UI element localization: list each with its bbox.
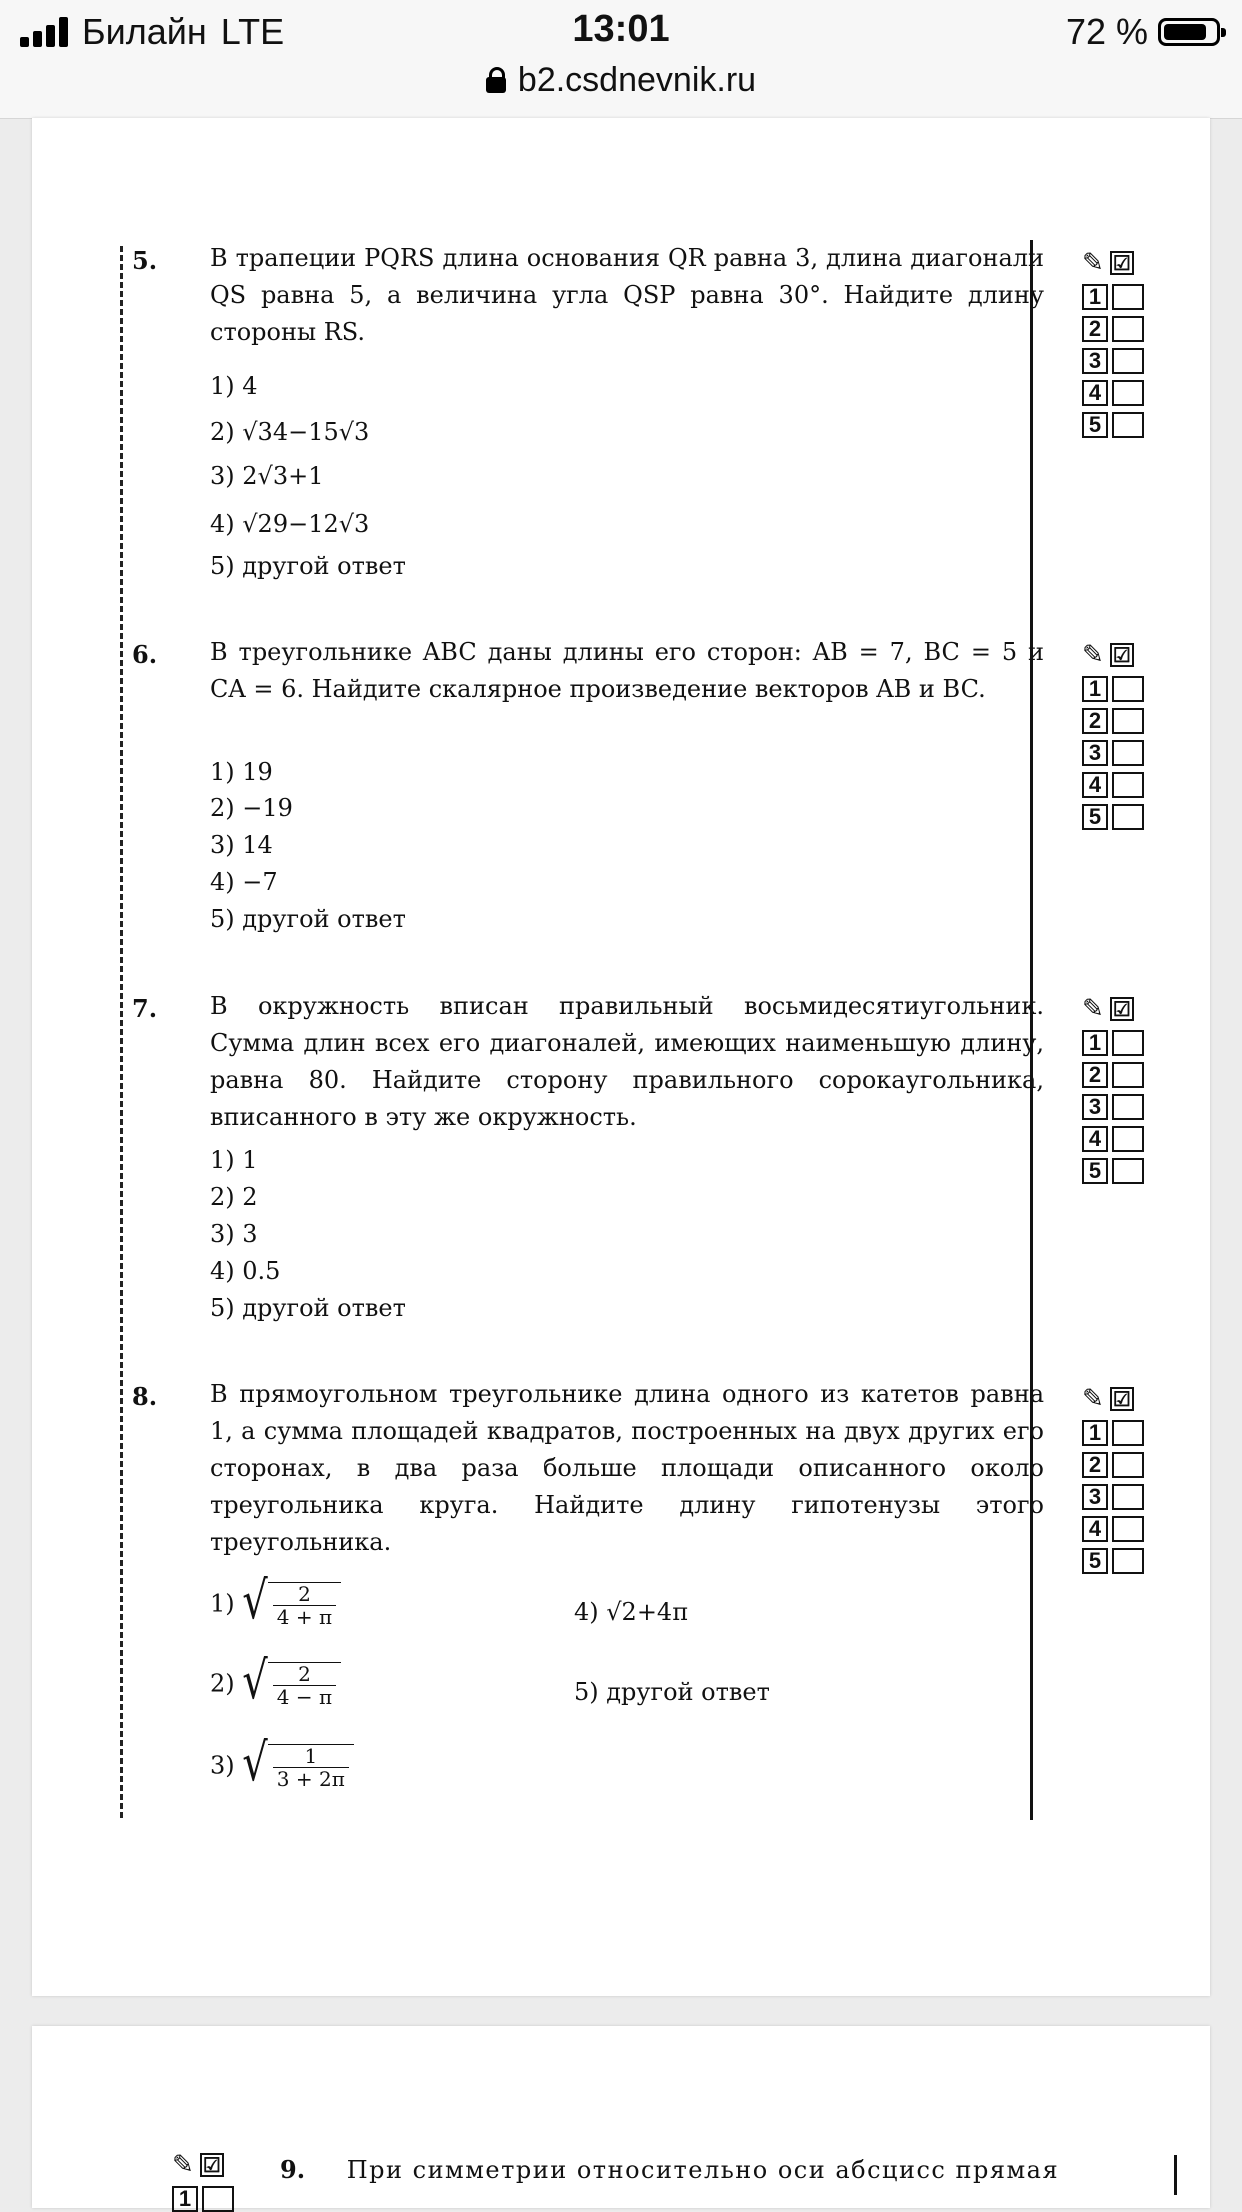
answer-checkbox[interactable] — [1112, 708, 1144, 734]
answer-checkbox[interactable] — [1112, 380, 1144, 406]
answer-checkbox[interactable] — [1112, 1126, 1144, 1152]
answer-option: 5) другой ответ — [210, 1294, 406, 1322]
box-number: 5 — [1082, 412, 1108, 438]
box-number: 3 — [1082, 1484, 1108, 1510]
task-9 — [280, 2155, 1059, 2184]
task-number: 8. — [132, 1382, 158, 1411]
pen-icon: ✎ — [1082, 248, 1104, 278]
task-number: 7. — [132, 994, 158, 1023]
answer-checkbox[interactable] — [1112, 1030, 1144, 1056]
sqrt-expression: √ $\frac{1}{3 + 2\pi}$ — [242, 1744, 354, 1790]
box-number: 5 — [1082, 804, 1108, 830]
check-icon: ☑ — [1110, 643, 1134, 667]
box-number: 1 — [1082, 284, 1108, 310]
check-icon: ☑ — [1110, 997, 1134, 1021]
answer-checkbox[interactable] — [1112, 772, 1144, 798]
task-text: В трапеции PQRS длина основания QR равна 3, длина диагонали QS равна 5, а величина угла QSP равна 30°. Найдите длину стороны RS. — [210, 244, 1044, 346]
answer-checkbox[interactable] — [1112, 1094, 1144, 1120]
pen-icon: ✎ — [1082, 640, 1104, 670]
cut-line — [120, 246, 123, 1818]
answer-checkbox[interactable] — [1112, 740, 1144, 766]
sqrt-expression: √ $\frac{2}{4 + \pi}$ — [242, 1582, 341, 1628]
denominator: 3 + 2π — [276, 1767, 345, 1791]
answer-checkbox[interactable] — [1112, 676, 1144, 702]
answer-boxes-5 — [1082, 248, 1152, 438]
answer-option: 1) 4 — [210, 372, 258, 400]
numerator: 1 — [273, 1745, 349, 1768]
box-number: 3 — [1082, 348, 1108, 374]
box-number: 2 — [1082, 1452, 1108, 1478]
task-text: В треугольнике ABC даны длины его сторон: AB = 7, BC = 5 и CA = 6. Найдите скалярное произведение векторов AB и BC. — [210, 638, 1044, 703]
network-type: LTE — [220, 11, 285, 52]
pen-icon: ✎ — [1082, 994, 1104, 1024]
task-number: 6. — [132, 640, 158, 669]
answer-option: 3) 3 — [210, 1220, 258, 1248]
status-right — [1066, 10, 1220, 54]
answer-option — [210, 1571, 341, 1631]
answer-checkbox[interactable] — [1112, 316, 1144, 342]
answer-checkbox[interactable] — [1112, 1062, 1144, 1088]
clock: 13:01 — [572, 8, 670, 50]
box-number: 3 — [1082, 1094, 1108, 1120]
box-number: 5 — [1082, 1548, 1108, 1574]
box-number: 1 — [1082, 1420, 1108, 1446]
answer-option: 3) 14 — [210, 831, 273, 859]
answer-option: 2) √34−15√3 — [210, 418, 370, 446]
answer-option: 4) −7 — [210, 868, 278, 896]
answer-boxes-9 — [172, 2150, 234, 2212]
answer-checkbox[interactable] — [1112, 1420, 1144, 1446]
battery-icon — [1158, 18, 1220, 46]
task-text: В прямоугольном треугольнике длина одного из катетов равна 1, а сумма площадей квадратов, построенных на двух других его сторонах, в два раза больше площади описанного около треугольника круга. Найдите длину гипотенузы этого треугольника. — [210, 1380, 1044, 1556]
numerator: 2 — [273, 1583, 336, 1606]
answer-option: 4) 0.5 — [210, 1257, 281, 1285]
numerator: 2 — [273, 1663, 336, 1686]
answer-option: 4) √2+4π — [574, 1598, 688, 1626]
answer-label: 1) — [210, 1589, 235, 1618]
answer-option: 5) другой ответ — [210, 552, 406, 580]
check-icon: ☑ — [1110, 251, 1134, 275]
answer-option: 3) 2√3+1 — [210, 462, 324, 490]
answer-option: 1) 19 — [210, 758, 273, 786]
answer-checkbox[interactable] — [1112, 284, 1144, 310]
box-number: 3 — [1082, 740, 1108, 766]
box-number: 1 — [172, 2186, 198, 2212]
pen-icon: ✎ — [172, 2150, 194, 2180]
answer-option — [210, 1651, 341, 1711]
answer-checkbox[interactable] — [1112, 412, 1144, 438]
answer-option: 1) 1 — [210, 1146, 258, 1174]
check-icon: ☑ — [200, 2153, 224, 2177]
box-number: 2 — [1082, 1062, 1108, 1088]
check-icon: ☑ — [1110, 1387, 1134, 1411]
document-page-1 — [32, 118, 1210, 1996]
battery-percent: 72 % — [1065, 11, 1148, 52]
url-bar[interactable] — [0, 58, 1242, 102]
box-number: 4 — [1082, 772, 1108, 798]
box-number: 4 — [1082, 1516, 1108, 1542]
box-number: 2 — [1082, 316, 1108, 342]
answer-checkbox[interactable] — [1112, 348, 1144, 374]
answer-checkbox[interactable] — [1112, 1484, 1144, 1510]
denominator: 4 − π — [276, 1685, 333, 1709]
answer-column-divider — [1174, 2155, 1177, 2195]
answer-checkbox[interactable] — [1112, 1548, 1144, 1574]
box-number: 2 — [1082, 708, 1108, 734]
answer-checkbox[interactable] — [1112, 804, 1144, 830]
task-text: При симметрии относительно оси абсцисс прямая — [346, 2156, 1060, 2184]
answer-boxes-7 — [1082, 994, 1152, 1184]
box-number: 5 — [1082, 1158, 1108, 1184]
answer-option: 2) 2 — [210, 1183, 258, 1211]
answer-label: 2) — [210, 1669, 235, 1698]
answer-checkbox[interactable] — [1112, 1516, 1144, 1542]
box-number: 4 — [1082, 380, 1108, 406]
answer-option — [210, 1733, 354, 1793]
answer-checkbox[interactable] — [1112, 1158, 1144, 1184]
task-number: 9. — [280, 2155, 306, 2184]
answer-option: 2) −19 — [210, 794, 293, 822]
answer-boxes-6 — [1082, 640, 1152, 830]
answer-option: 4) √29−12√3 — [210, 510, 370, 538]
answer-option: 5) другой ответ — [210, 905, 406, 933]
answer-checkbox[interactable] — [1112, 1452, 1144, 1478]
task-number: 5. — [132, 246, 158, 275]
status-bar — [0, 0, 1242, 119]
denominator: 4 + π — [276, 1605, 333, 1629]
box-number: 1 — [1082, 676, 1108, 702]
box-number: 1 — [1082, 1030, 1108, 1056]
answer-option: 5) другой ответ — [574, 1678, 770, 1706]
task-text: В окружность вписан правильный восьмидесятиугольник. Сумма длин всех его диагоналей, имеющих наименьшую длину, равна 80. Найдите сторону правильного сорокаугольника, вписанного в эту же окружность. — [210, 992, 1044, 1131]
url-text[interactable]: b2.csdnevnik.ru — [517, 60, 757, 99]
pen-icon: ✎ — [1082, 1384, 1104, 1414]
carrier-name: Билайн — [82, 11, 207, 52]
answer-boxes-8 — [1082, 1384, 1152, 1574]
answer-checkbox[interactable] — [202, 2186, 234, 2212]
lock-icon — [486, 67, 506, 93]
sqrt-expression: √ $\frac{2}{4 - \pi}$ — [242, 1662, 341, 1708]
box-number: 4 — [1082, 1126, 1108, 1152]
answer-label: 3) — [210, 1751, 235, 1780]
